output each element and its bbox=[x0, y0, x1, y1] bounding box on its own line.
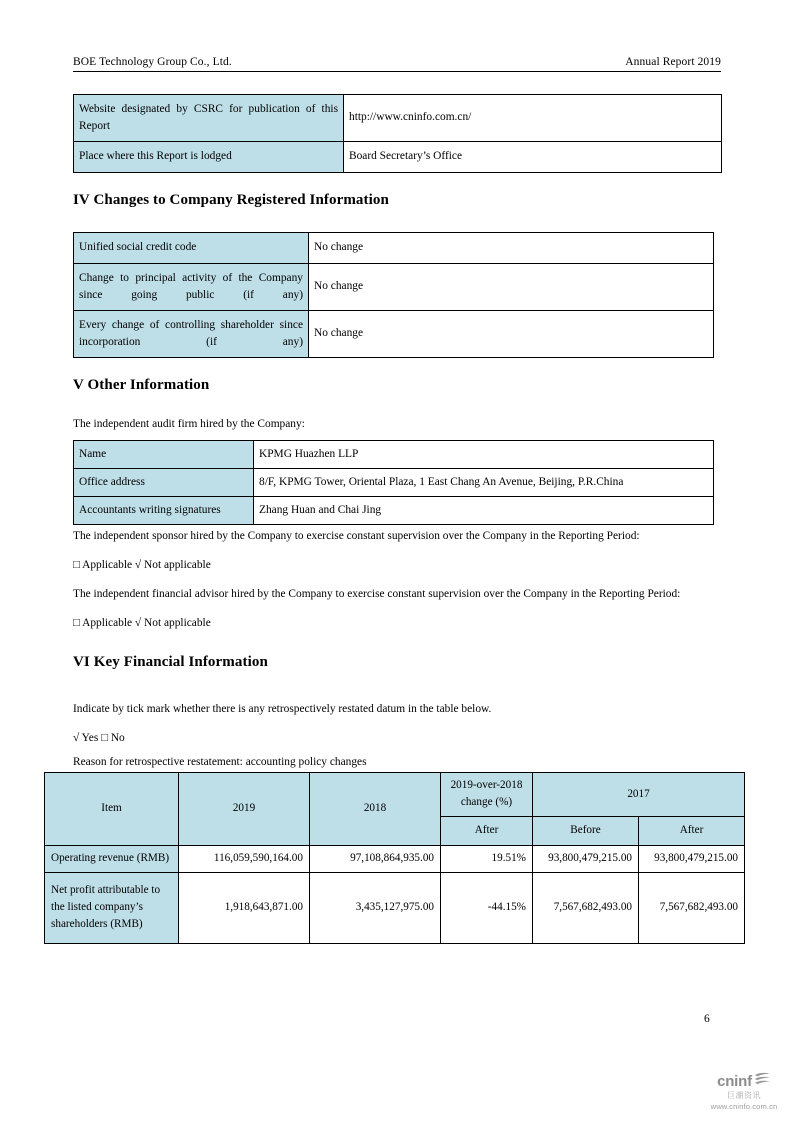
reg-value-credit-code: No change bbox=[309, 233, 714, 264]
fin-net-profit-2019: 1,918,643,871.00 bbox=[179, 872, 310, 943]
running-header bbox=[73, 56, 721, 72]
fin-subheader-2017-after: After bbox=[639, 816, 745, 845]
table-row bbox=[74, 264, 714, 311]
financial-advisor-applicability-choice: □ Applicable √ Not applicable bbox=[73, 617, 211, 629]
restatement-tick-choice: √ Yes □ No bbox=[73, 732, 125, 744]
section-heading-iv: IV Changes to Company Registered Information bbox=[73, 192, 389, 208]
fin-net-profit-2017-after: 7,567,682,493.00 bbox=[639, 872, 745, 943]
fin-net-profit-2018: 3,435,127,975.00 bbox=[310, 872, 441, 943]
table-header-row bbox=[45, 773, 745, 817]
fin-net-profit-2017-before: 7,567,682,493.00 bbox=[533, 872, 639, 943]
cninfo-watermark-logo bbox=[700, 1072, 788, 1111]
key-financial-table bbox=[44, 772, 745, 944]
disclosure-value-website: http://www.cninfo.com.cn/ bbox=[344, 95, 722, 142]
restatement-tick-intro: Indicate by tick mark whether there is any retrospectively restated datum in the table below. bbox=[73, 703, 492, 715]
fin-header-2018: 2018 bbox=[310, 773, 441, 846]
fin-header-2019: 2019 bbox=[179, 773, 310, 846]
fin-net-profit-change: -44.15% bbox=[441, 872, 533, 943]
audit-value-name: KPMG Huazhen LLP bbox=[254, 441, 714, 469]
fin-header-change-pct: 2019-over-2018 change (%) bbox=[441, 773, 533, 817]
audit-label-office-address: Office address bbox=[74, 469, 254, 497]
audit-firm-table-wrapper bbox=[73, 440, 714, 525]
table-row bbox=[45, 872, 745, 943]
table-row bbox=[74, 441, 714, 469]
reg-value-principal-activity: No change bbox=[309, 264, 714, 311]
audit-value-office-address: 8/F, KPMG Tower, Oriental Plaza, 1 East Chang An Avenue, Beijing, P.R.China bbox=[254, 469, 714, 497]
audit-firm-table bbox=[73, 440, 714, 525]
table-row bbox=[74, 95, 722, 142]
fin-row-label-net-profit: Net profit attributable to the listed company’s shareholders (RMB) bbox=[45, 872, 179, 943]
restatement-reason: Reason for retrospective restatement: accounting policy changes bbox=[73, 756, 367, 768]
audit-firm-intro: The independent audit firm hired by the Company: bbox=[73, 418, 305, 430]
table-row bbox=[45, 845, 745, 872]
logo-chinese-name: 巨潮资讯 bbox=[727, 1091, 761, 1100]
header-company-name: BOE Technology Group Co., Ltd. bbox=[73, 56, 232, 68]
audit-value-signatures: Zhang Huan and Chai Jing bbox=[254, 497, 714, 525]
disclosure-table-wrapper bbox=[73, 94, 722, 173]
table-row bbox=[74, 142, 722, 173]
financial-advisor-intro: The independent financial advisor hired by the Company to exercise constant supervision over the Company in the Reporting Period: bbox=[73, 588, 681, 600]
fin-operating-revenue-change: 19.51% bbox=[441, 845, 533, 872]
reg-label-credit-code: Unified social credit code bbox=[74, 233, 309, 264]
fin-subheader-2017-before: Before bbox=[533, 816, 639, 845]
disclosure-table bbox=[73, 94, 722, 173]
table-row bbox=[74, 497, 714, 525]
key-financial-table-wrapper bbox=[44, 772, 745, 944]
reg-label-controlling-shareholder: Every change of controlling shareholder since incorporation (if any) bbox=[74, 311, 309, 358]
logo-url: www.cninfo.com.cn bbox=[710, 1102, 778, 1111]
sponsor-applicability-choice: □ Applicable √ Not applicable bbox=[73, 559, 211, 571]
header-report-title: Annual Report 2019 bbox=[625, 56, 721, 68]
table-row bbox=[74, 311, 714, 358]
logo-wordmark-row bbox=[700, 1072, 788, 1091]
audit-label-name: Name bbox=[74, 441, 254, 469]
audit-label-signatures: Accountants writing signatures bbox=[74, 497, 254, 525]
table-row bbox=[74, 233, 714, 264]
fin-subheader-change-after: After bbox=[441, 816, 533, 845]
swoosh-icon bbox=[754, 1072, 771, 1091]
disclosure-value-place: Board Secretary’s Office bbox=[344, 142, 722, 173]
fin-operating-revenue-2018: 97,108,864,935.00 bbox=[310, 845, 441, 872]
disclosure-label-website: Website designated by CSRC for publication of this Report bbox=[74, 95, 344, 142]
page-number: 6 bbox=[704, 1013, 710, 1025]
fin-header-item: Item bbox=[45, 773, 179, 846]
disclosure-label-place: Place where this Report is lodged bbox=[74, 142, 344, 173]
fin-operating-revenue-2017-after: 93,800,479,215.00 bbox=[639, 845, 745, 872]
logo-wordmark-text: cninf bbox=[717, 1073, 752, 1090]
fin-header-2017: 2017 bbox=[533, 773, 745, 817]
fin-operating-revenue-2017-before: 93,800,479,215.00 bbox=[533, 845, 639, 872]
fin-operating-revenue-2019: 116,059,590,164.00 bbox=[179, 845, 310, 872]
registered-info-table bbox=[73, 232, 714, 358]
section-heading-vi: VI Key Financial Information bbox=[73, 654, 268, 670]
reg-value-controlling-shareholder: No change bbox=[309, 311, 714, 358]
registered-info-table-wrapper bbox=[73, 232, 714, 358]
sponsor-intro: The independent sponsor hired by the Company to exercise constant supervision over the Company in the Reporting Period: bbox=[73, 530, 640, 542]
section-heading-v: V Other Information bbox=[73, 377, 210, 393]
reg-label-principal-activity: Change to principal activity of the Company since going public (if any) bbox=[74, 264, 309, 311]
table-row bbox=[74, 469, 714, 497]
fin-row-label-operating-revenue: Operating revenue (RMB) bbox=[45, 845, 179, 872]
